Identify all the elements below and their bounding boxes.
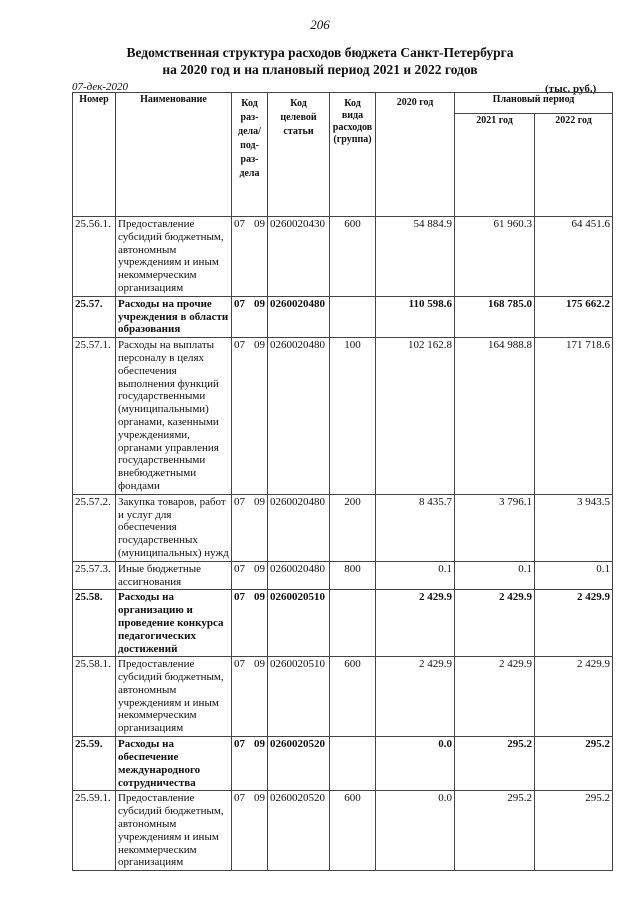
header-name: Наименование <box>116 93 232 217</box>
row-number: 25.59. <box>73 737 116 791</box>
header-razdel: Код раз- дела/ под- раз- дела <box>232 93 268 217</box>
row-csr: 0260020520 <box>268 737 330 791</box>
budget-table <box>72 92 613 871</box>
row-2021: 3 796.1 <box>455 494 535 561</box>
row-2020: 0.1 <box>376 561 455 590</box>
row-csr: 0260020430 <box>268 217 330 297</box>
row-csr: 0260020510 <box>268 590 330 657</box>
row-kvr: 600 <box>330 791 376 871</box>
row-2020: 0.0 <box>376 737 455 791</box>
row-number: 25.59.1. <box>73 791 116 871</box>
row-razdel: 07 09 <box>232 657 268 737</box>
row-2021: 2 429.9 <box>455 590 535 657</box>
table-row <box>73 737 613 791</box>
row-2020: 110 598.6 <box>376 296 455 337</box>
row-name: Иные бюджетные ассигнования <box>116 561 232 590</box>
row-csr: 0260020480 <box>268 338 330 495</box>
row-kvr <box>330 590 376 657</box>
row-2020: 102 162.8 <box>376 338 455 495</box>
row-2021: 168 785.0 <box>455 296 535 337</box>
row-razdel: 07 09 <box>232 590 268 657</box>
row-2021: 164 988.8 <box>455 338 535 495</box>
row-name: Расходы на обеспечение международного сотрудничества <box>116 737 232 791</box>
header-csr: Код целевой статьи <box>268 93 330 217</box>
row-csr: 0260020480 <box>268 494 330 561</box>
row-2021: 2 429.9 <box>455 657 535 737</box>
row-razdel: 07 09 <box>232 791 268 871</box>
row-2020: 0.0 <box>376 791 455 871</box>
report-date: 07-дек-2020 <box>72 81 129 93</box>
table-row <box>73 494 613 561</box>
row-name: Расходы на прочие учреждения в области образования <box>116 296 232 337</box>
table-row <box>73 296 613 337</box>
row-number: 25.57. <box>73 296 116 337</box>
header-number: Номер <box>73 93 116 217</box>
row-2022: 64 451.6 <box>535 217 613 297</box>
table-row <box>73 217 613 297</box>
row-kvr: 600 <box>330 217 376 297</box>
table-row <box>73 657 613 737</box>
row-name: Предоставление субсидий бюджетным, автономным учреждениям и иным некоммерческим организациям <box>116 657 232 737</box>
row-2022: 295.2 <box>535 791 613 871</box>
row-csr: 0260020480 <box>268 561 330 590</box>
table-row <box>73 561 613 590</box>
row-2022: 0.1 <box>535 561 613 590</box>
row-2021: 295.2 <box>455 791 535 871</box>
page-number: 206 <box>310 17 330 32</box>
row-razdel: 07 09 <box>232 296 268 337</box>
row-name: Предоставление субсидий бюджетным, автономным учреждениям и иным некоммерческим организациям <box>116 217 232 297</box>
row-2020: 54 884.9 <box>376 217 455 297</box>
row-number: 25.58. <box>73 590 116 657</box>
row-number: 25.57.2. <box>73 494 116 561</box>
row-2022: 2 429.9 <box>535 590 613 657</box>
row-razdel: 07 09 <box>232 217 268 297</box>
row-number: 25.57.3. <box>73 561 116 590</box>
row-number: 25.56.1. <box>73 217 116 297</box>
header-kvr: Код вида расходов (группа) <box>330 93 376 217</box>
row-kvr <box>330 296 376 337</box>
row-name: Расходы на выплаты персоналу в целях обеспечения выполнения функций государственными (муниципальными) органами, казенными учреждениями, органами управления государственными внебюджетными фондами <box>116 338 232 495</box>
row-2022: 3 943.5 <box>535 494 613 561</box>
header-2021: 2021 год <box>455 114 535 217</box>
row-2021: 0.1 <box>455 561 535 590</box>
header-plan-period: Плановый период <box>455 93 613 114</box>
row-kvr: 800 <box>330 561 376 590</box>
document-title <box>0 44 640 78</box>
row-kvr: 100 <box>330 338 376 495</box>
header-2022: 2022 год <box>535 114 613 217</box>
header-2020: 2020 год <box>376 93 455 217</box>
row-2020: 2 429.9 <box>376 657 455 737</box>
row-2022: 2 429.9 <box>535 657 613 737</box>
row-razdel: 07 09 <box>232 561 268 590</box>
row-razdel: 07 09 <box>232 494 268 561</box>
row-kvr: 600 <box>330 657 376 737</box>
row-2022: 171 718.6 <box>535 338 613 495</box>
row-name: Предоставление субсидий бюджетным, автономным учреждениям и иным некоммерческим организациям <box>116 791 232 871</box>
row-2020: 8 435.7 <box>376 494 455 561</box>
table-row <box>73 338 613 495</box>
row-csr: 0260020510 <box>268 657 330 737</box>
title-line-2: на 2020 год и на плановый период 2021 и 2022 годов <box>162 62 478 77</box>
row-2022: 175 662.2 <box>535 296 613 337</box>
row-2020: 2 429.9 <box>376 590 455 657</box>
row-name: Закупка товаров, работ и услуг для обеспечения государственных (муниципальных) нужд <box>116 494 232 561</box>
units-label: (тыс. руб.) <box>545 83 597 95</box>
row-2022: 295.2 <box>535 737 613 791</box>
row-razdel: 07 09 <box>232 737 268 791</box>
row-name: Расходы на организацию и проведение конкурса педагогических достижений <box>116 590 232 657</box>
table-row <box>73 590 613 657</box>
row-kvr <box>330 737 376 791</box>
row-kvr: 200 <box>330 494 376 561</box>
row-2021: 295.2 <box>455 737 535 791</box>
table-row <box>73 791 613 871</box>
row-razdel: 07 09 <box>232 338 268 495</box>
row-number: 25.57.1. <box>73 338 116 495</box>
row-csr: 0260020520 <box>268 791 330 871</box>
title-line-1: Ведомственная структура расходов бюджета Санкт-Петербурга <box>126 45 514 60</box>
row-csr: 0260020480 <box>268 296 330 337</box>
row-2021: 61 960.3 <box>455 217 535 297</box>
row-number: 25.58.1. <box>73 657 116 737</box>
